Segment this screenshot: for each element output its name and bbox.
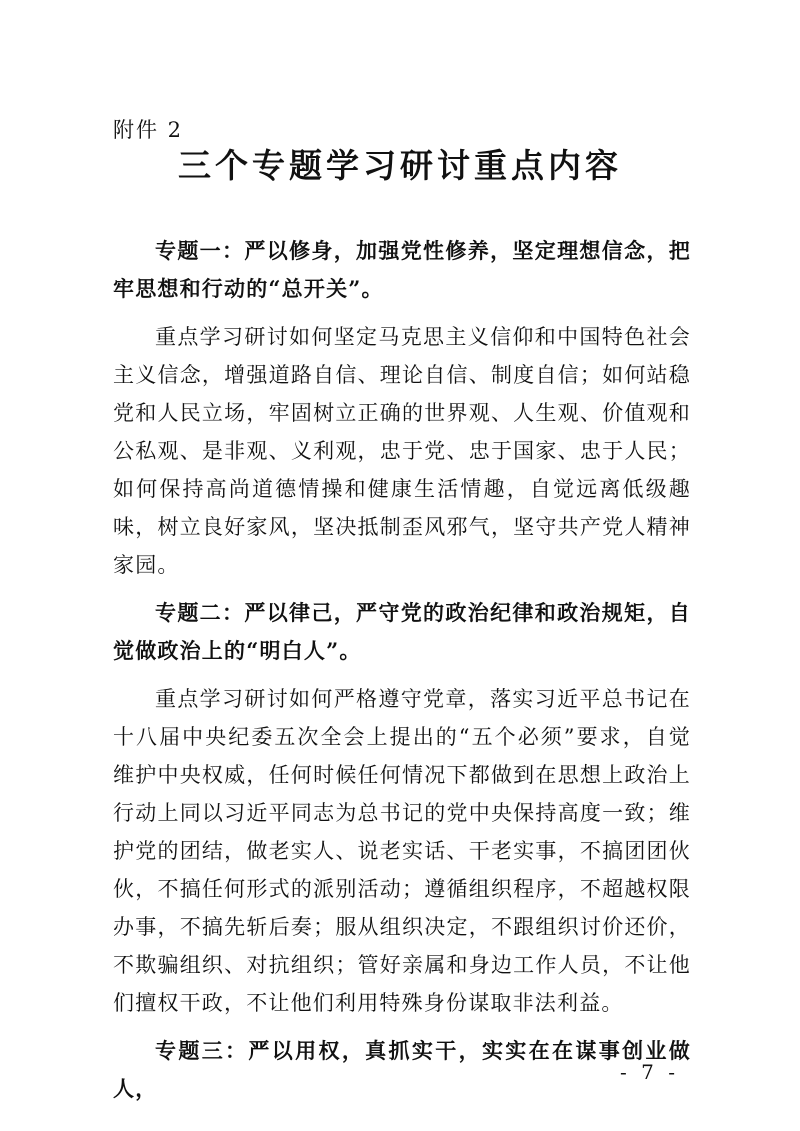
document-title: 三个专题学习研讨重点内容: [178, 146, 622, 185]
topic-one-heading: 专题一：严以修身，加强党性修养，坚定理想信念，把牢思想和行动的“总开关”。: [113, 238, 691, 301]
topic-two-content: 重点学习研讨如何严格遵守党章，落实习近平总书记在十八届中央纪委五次全会上提出的“五个必须”要求，自觉维护中央权威，任何时候任何情况下都做到在思想上政治上行动上同以习近平同志为总书记的党中央保持高度一致；维护党的团结，做老实人、说老实话、干老实事，不搞团团伙伙，不搞任何形式的派别活动；遵循组织程序，不超越权限办事，不搞先斩后奏；服从组织决定，不跟组织讨价还价，不欺骗组织、对抗组织；管好亲属和身边工作人员，不让他们擅权干政，不让他们利用特殊身份谋取非法利益。: [113, 687, 691, 1015]
topic-three-heading: 专题三：严以用权，真抓实干，实实在在谋事创业做人，: [113, 1038, 691, 1101]
topic-two-heading: 专题二：严以律己，严守党的政治纪律和政治规矩，自觉做政治上的“明白人”。: [113, 600, 691, 663]
topic-one-content: 重点学习研讨如何坚定马克思主义信仰和中国特色社会主义信念，增强道路自信、理论自信、制度自信；如何站稳党和人民立场，牢固树立正确的世界观、人生观、价值观和公私观、是非观、义利观，忠于党、忠于国家、忠于人民；如何保持高尚道德情操和健康生活情趣，自觉远离低级趣味，树立良好家风，坚决抵制歪风邪气，坚守共产党人精神家园。: [113, 325, 691, 577]
page-number: - 7 -: [620, 1060, 679, 1084]
document-body: [113, 232, 691, 1118]
attachment-label: 附件 2: [113, 118, 184, 142]
